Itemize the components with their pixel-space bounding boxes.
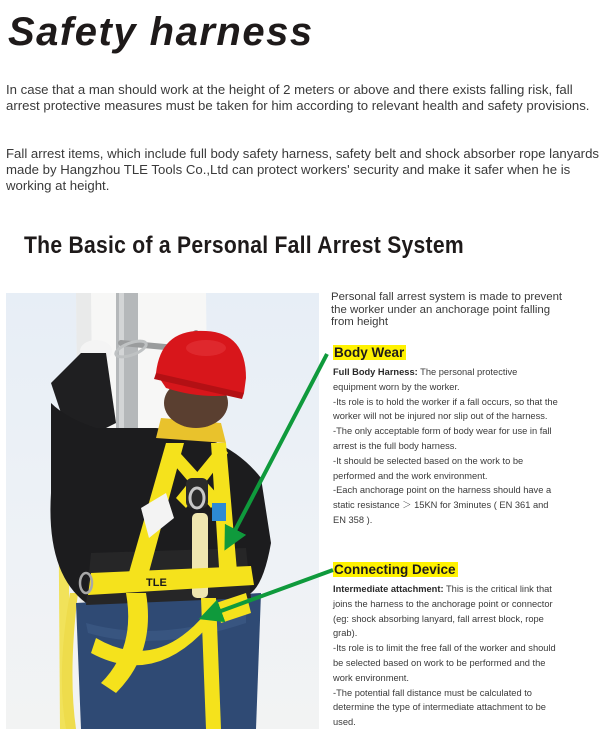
section-title: The Basic of a Personal Fall Arrest System: [24, 232, 464, 259]
body-wear-section: [333, 344, 563, 528]
connecting-device-lead-text: This is the critical link that joins the harness to the anchorage point or connector (eg: shock absorbing lanyard, fall arrest block, rope grab).: [333, 584, 553, 639]
body-wear-point-3: -It should be selected based on the work to be performed and the work environment.: [333, 455, 524, 481]
body-wear-point-4: -Each anchorage point on the harness should have a static resistance ＞ 15KN for 3minutes ( EN 361 and EN 358 ).: [333, 485, 552, 525]
intro-paragraph-2: Fall arrest items, which include full body safety harness, safety belt and shock absorber rope lanyards made by Hangzhou TLE Tools Co.,Ltd can protect workers' security and make it safer when he is working at height.: [6, 146, 599, 193]
connecting-device-point-2: -The potential fall distance must be calculated to determine the type of intermediate attachment to be used.: [333, 687, 546, 728]
worker-illustration: [6, 293, 319, 729]
harness-logo-text: TLE: [146, 577, 167, 589]
system-description: Personal fall arrest system is made to prevent the worker under an anchorage point falling from height: [331, 291, 563, 328]
connecting-device-description: [333, 582, 563, 730]
body-wear-description: [333, 365, 563, 528]
connecting-device-lead-label: Intermediate attachment:: [333, 584, 444, 594]
body-wear-point-1: -Its role is to hold the worker if a fall occurs, so that the worker will not be injured nor slip out of the harness.: [333, 396, 558, 422]
intro-paragraph-1: In case that a man should work at the height of 2 meters or above and there exists falling risk, fall arrest protective measures must be taken for him according to relevant health and safety provisions.: [6, 82, 590, 113]
connecting-device-section: [333, 561, 563, 730]
worker-harness-photo: [6, 293, 319, 729]
connecting-device-point-1: -Its role is to limit the free fall of the worker and should be selected based on work to be performed and the work environment.: [333, 643, 556, 683]
connecting-device-heading: Connecting Device: [334, 562, 456, 577]
body-wear-lead-label: Full Body Harness:: [333, 367, 418, 377]
page-title: Safety harness: [8, 10, 314, 54]
body-wear-point-2: -The only acceptable form of body wear for use in fall arrest is the full body harness.: [333, 426, 552, 451]
body-wear-lead-text: The personal protective equipment worn by the worker.: [333, 367, 518, 392]
body-wear-heading: Body Wear: [334, 345, 405, 360]
